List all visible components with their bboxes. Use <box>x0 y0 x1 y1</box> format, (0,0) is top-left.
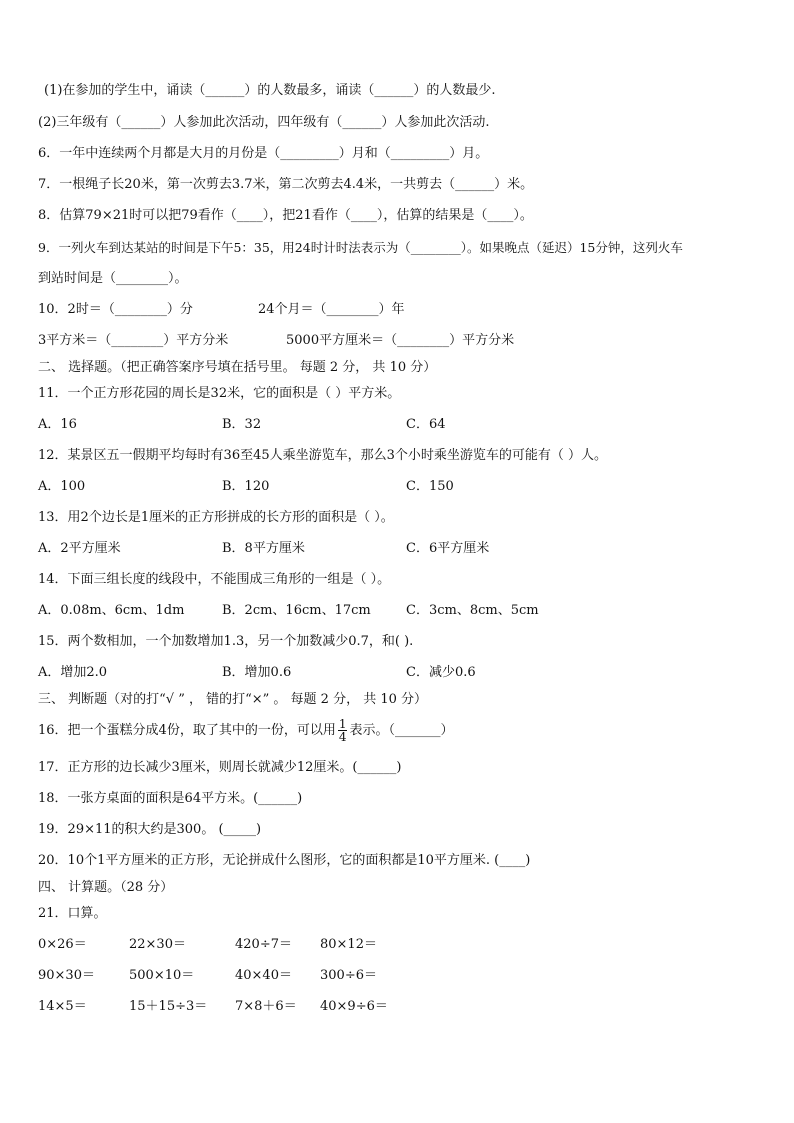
line-q10-b1: 3平方米＝（________）平方分米 <box>38 333 229 348</box>
q13-option-b: B．8平方厘米 <box>222 541 305 556</box>
line-q5-2: (2)三年级有（______）人参加此次活动，四年级有（______）人参加此次活动. <box>38 115 490 130</box>
line-q10-a1: 10．2时＝（________）分 <box>38 302 193 317</box>
q14-option-c: C．3cm、8cm、5cm <box>406 603 539 618</box>
calc-row-3-col-1: 14×5＝ <box>38 999 87 1014</box>
line-q8: 8．估算79×21时可以把79看作（____），把21看作（____），估算的结果是（____）。 <box>38 208 533 223</box>
q11-option-b: B．32 <box>222 417 262 432</box>
line-q12: 12．某景区五一假期平均每时有36至45人乘坐游览车，那么3个小时乘坐游览车的可能有（ ）人。 <box>38 448 608 463</box>
line-q10-a2: 24个月＝（________）年 <box>258 302 405 317</box>
q15-option-b: B．增加0.6 <box>222 665 292 680</box>
line-q16 <box>38 716 453 746</box>
line-q19: 19．29×11的积大约是300。 (_____) <box>38 822 262 837</box>
line-q6: 6．一年中连续两个月都是大月的月份是（_________）月和（_________）月。 <box>38 146 489 161</box>
q13-option-a: A．2平方厘米 <box>38 541 121 556</box>
line-q17: 17．正方形的边长减少3厘米，则周长就减少12厘米。(______) <box>38 760 402 775</box>
q16-text-post: 表示。（_______） <box>349 723 454 738</box>
line-q11: 11．一个正方形花园的周长是32米，它的面积是（ ）平方米。 <box>38 386 401 401</box>
q12-option-a: A．100 <box>38 479 86 494</box>
fraction-denominator: 4 <box>338 730 347 744</box>
calc-row-2-col-3: 40×40＝ <box>235 968 292 983</box>
line-q15: 15．两个数相加，一个加数增加1.3，另一个加数减少0.7，和( ). <box>38 634 414 649</box>
q12-option-b: B．120 <box>222 479 270 494</box>
calc-row-2-col-2: 500×10＝ <box>129 968 195 983</box>
line-q5-1: (1)在参加的学生中，诵读（______）的人数最多，诵读（______）的人数最少. <box>44 83 496 98</box>
calc-row-1-col-2: 22×30＝ <box>129 937 186 952</box>
line-q14: 14．下面三组长度的线段中，不能围成三角形的一组是（ ）。 <box>38 572 391 587</box>
q12-option-c: C．150 <box>406 479 454 494</box>
q11-option-c: C．64 <box>406 417 446 432</box>
calc-row-2-col-4: 300÷6＝ <box>320 968 377 983</box>
line-q18: 18．一张方桌面的面积是64平方米。(______) <box>38 791 303 806</box>
q11-option-a: A．16 <box>38 417 77 432</box>
line-q13: 13．用2个边长是1厘米的正方形拼成的长方形的面积是（ ）。 <box>38 510 394 525</box>
fraction-one-quarter <box>338 718 348 743</box>
q14-option-b: B．2cm、16cm、17cm <box>222 603 371 618</box>
fraction-numerator: 1 <box>338 717 347 731</box>
line-q9-b: 到站时间是（________）。 <box>38 271 188 286</box>
line-q7: 7．一根绳子长20米，第一次剪去3.7米，第二次剪去4.4米，一共剪去（______）米。 <box>38 177 534 192</box>
line-q9-a: 9．一列火车到达某站的时间是下午5：35，用24时计时法表示为（________）。如果晚点（延迟）15分钟，这列火车 <box>38 240 683 255</box>
q13-option-c: C．6平方厘米 <box>406 541 490 556</box>
q15-option-a: A．增加2.0 <box>38 665 108 680</box>
calc-row-3-col-4: 40×9÷6＝ <box>320 999 388 1014</box>
line-q20: 20．10个1平方厘米的正方形，无论拼成什么图形，它的面积都是10平方厘米. (____) <box>38 853 531 868</box>
calc-row-2-col-1: 90×30＝ <box>38 968 95 983</box>
calc-row-1-col-3: 420÷7＝ <box>235 937 292 952</box>
line-q21: 21．口算。 <box>38 906 107 921</box>
line-q10-b2: 5000平方厘米＝（________）平方分米 <box>286 333 515 348</box>
calc-row-1-col-4: 80×12＝ <box>320 937 377 952</box>
q16-text-pre: 16．把一个蛋糕分成4份，取了其中的一份，可以用 <box>38 723 336 738</box>
section-3-heading: 三、 判断题（对的打“√ ” ， 错的打“×” 。 每题 2 分， 共 10 分） <box>38 692 428 707</box>
q14-option-a: A．0.08m、6cm、1dm <box>38 603 185 618</box>
calc-row-3-col-2: 15＋15÷3＝ <box>129 999 208 1014</box>
section-2-heading: 二、 选择题。（把正确答案序号填在括号里。 每题 2 分， 共 10 分） <box>38 360 437 375</box>
calc-row-3-col-3: 7×8＋6＝ <box>235 999 297 1014</box>
calc-row-1-col-1: 0×26＝ <box>38 937 87 952</box>
q15-option-c: C．减少0.6 <box>406 665 476 680</box>
section-4-heading: 四、 计算题。（28 分） <box>38 880 174 895</box>
